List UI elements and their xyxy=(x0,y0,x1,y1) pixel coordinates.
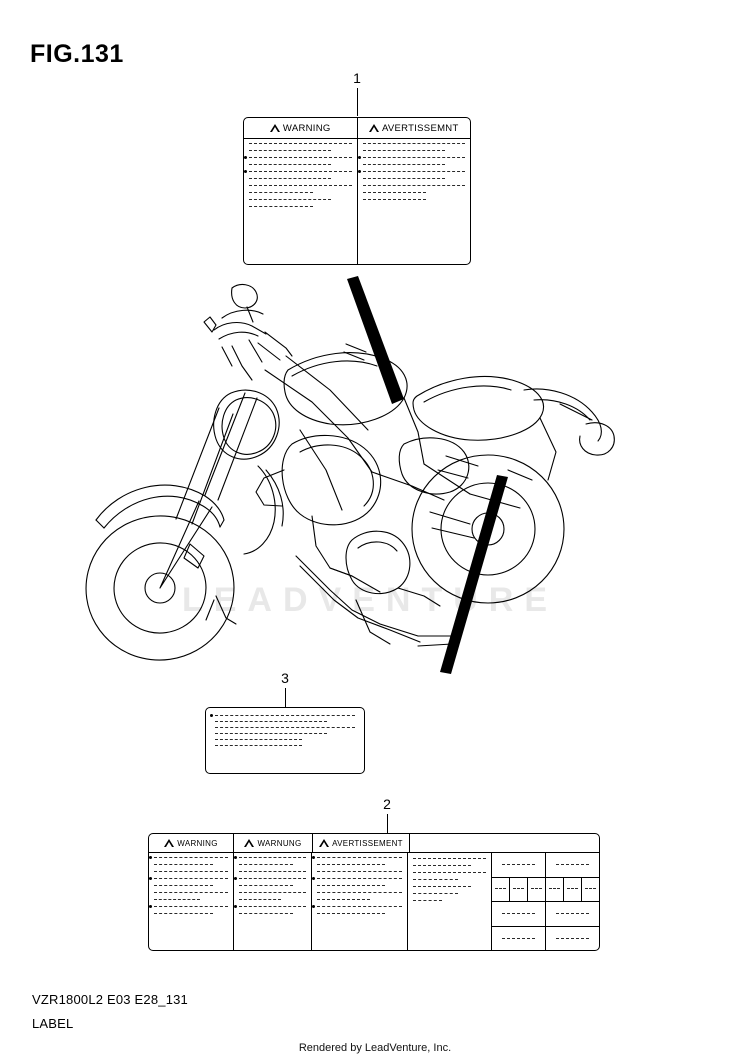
watermark: LEADVENTURE xyxy=(181,581,559,619)
callout-number-3: 3 xyxy=(281,670,289,686)
label2-header-text-2: WARNUNG xyxy=(257,838,302,848)
model-code: VZR1800L2 E03 E28_131 xyxy=(32,992,188,1007)
render-credit: Rendered by LeadVenture, Inc. xyxy=(298,1042,452,1054)
label2-header-text-1: WARNING xyxy=(177,838,218,848)
callout-number-2: 2 xyxy=(383,796,391,812)
section-label: LABEL xyxy=(32,1016,74,1031)
label2-header-text-3: AVERTISSEMENT xyxy=(332,838,403,848)
callout-number-1: 1 xyxy=(353,70,361,86)
label1-header-text-2: AVERTISSEMNT xyxy=(381,122,459,134)
page-title: FIG.131 xyxy=(30,40,124,68)
label1-header-text-1: WARNING xyxy=(282,122,331,134)
